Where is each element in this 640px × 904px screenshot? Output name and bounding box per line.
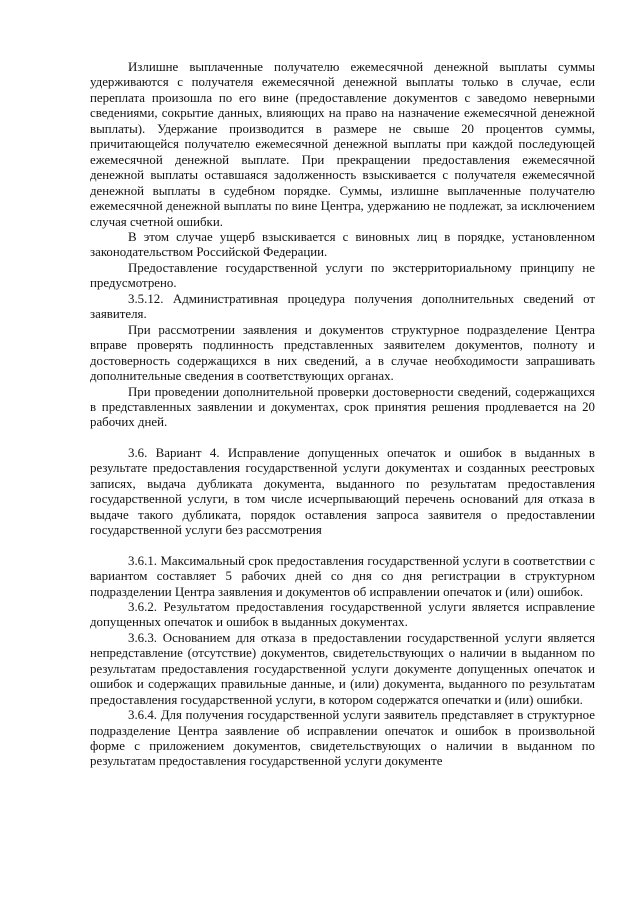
paragraph-overpayment-deduction: Излишне выплаченные получателю ежемесячной денежной выплаты суммы удерживаются с получателя ежемесячной денежной выплаты только в случае, если переплата произошла по его вине (предоставление документов с заведомо неверными сведениями, сокрытие данных, влияющих на право на назначение ежемесячной денежной выплаты). Удержание производится в размере не свыше 20 процентов суммы, причитающейся получателю ежемесячной денежной выплаты при каждой последующей ежемесячной денежной выплате. При прекращении предоставления ежемесячной денежной выплаты оставшаяся задолженность взыскивается с получателя ежемесячной денежной выплаты в судебном порядке. Суммы, излишне выплаченные получателю ежемесячной денежной выплаты по вине Центра, удержанию не подлежат, за исключением случая счетной ошибки. <box>90 60 595 229</box>
paragraph-3-6-3: 3.6.3. Основанием для отказа в предоставлении государственной услуги является непредставление (отсутствие) документов, свидетельствующих о наличии в выданном по результатам предоставления государственной услуги документе допущенных опечаток и ошибок и содержащих правильные данные, и (или) документа, выданного по результатам предоставления государственной услуги, в котором содержатся опечатки и (или) ошибки. <box>90 630 595 707</box>
paragraph-term-extension: При проведении дополнительной проверки достоверности сведений, содержащихся в представленных заявлении и документах, срок принятия решения продлевается на 20 рабочих дней. <box>90 384 595 430</box>
section-heading-3-6: 3.6. Вариант 4. Исправление допущенных опечаток и ошибок в выданных в результате предоставления государственной услуги документах и созданных реестровых записях, выдача дубликата документа, выданного по результатам предоставления государственной услуги, в том числе исчерпывающий перечень оснований для отказа в выдаче такого дубликата, порядок оставления запроса заявителя о предоставлении государственной услуги без рассмотрения <box>90 445 595 538</box>
paragraph-extraterritorial: Предоставление государственной услуги по экстерриториальному принципу не предусмотрено. <box>90 260 595 291</box>
paragraph-3-6-1: 3.6.1. Максимальный срок предоставления государственной услуги в соответствии с вариантом составляет 5 рабочих дней со дня со дня регистрации в структурном подразделении Центра заявления и документов об исправлении опечаток и (или) ошибок. <box>90 553 595 599</box>
paragraph-3-6-4: 3.6.4. Для получения государственной услуги заявитель представляет в структурное подразделение Центра заявление об исправлении опечаток и ошибок в произвольной форме с приложением документов, свидетельствующих о наличии в выданном по результатам предоставления государственной услуги документе <box>90 708 595 769</box>
paragraph-3-5-12: 3.5.12. Административная процедура получения дополнительных сведений от заявителя. <box>90 291 595 322</box>
paragraph-document-verification: При рассмотрении заявления и документов структурное подразделение Центра вправе проверять подлинность представленных заявителем документов, полноту и достоверность содержащихся в них сведений, а в случае необходимости запрашивать дополнительные сведения в соответствующих органах. <box>90 322 595 384</box>
document-page <box>90 60 595 770</box>
paragraph-damage-recovery: В этом случае ущерб взыскивается с виновных лиц в порядке, установленном законодательством Российской Федерации. <box>90 229 595 260</box>
paragraph-3-6-2: 3.6.2. Результатом предоставления государственной услуги является исправление допущенных опечаток и ошибок в выданных документах. <box>90 599 595 630</box>
